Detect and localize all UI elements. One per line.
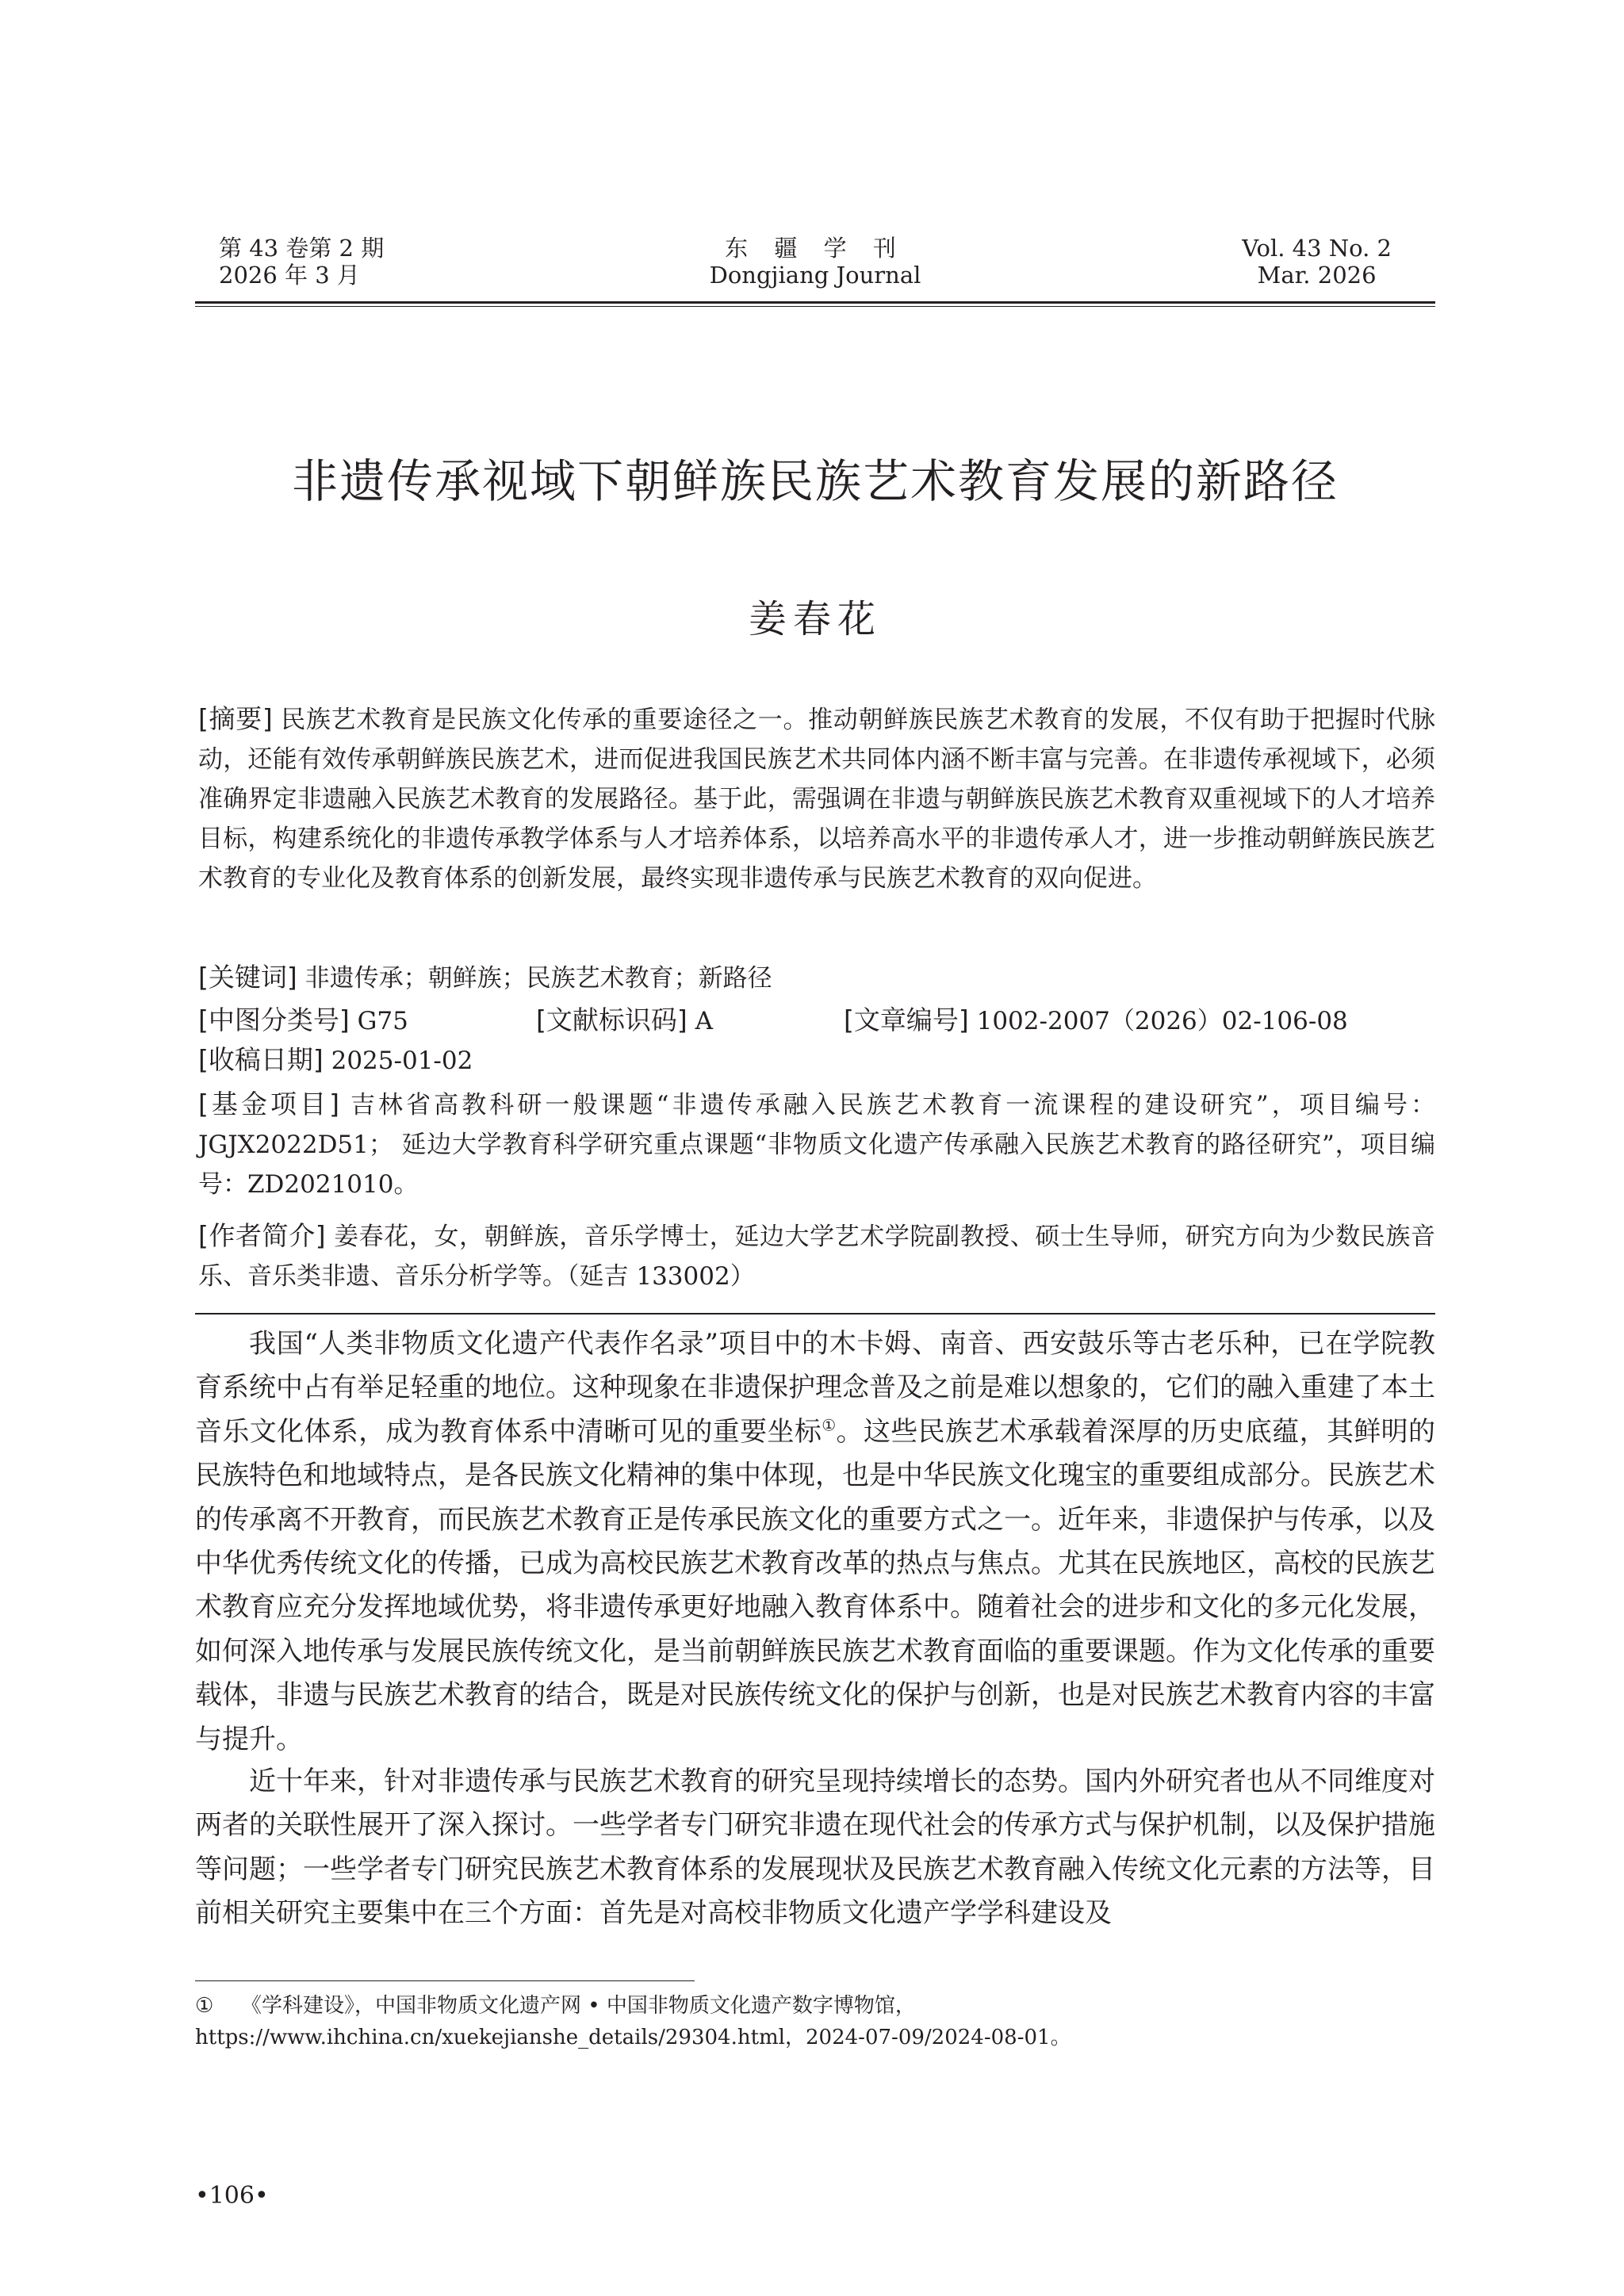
- footnote-rule: [195, 1980, 695, 1981]
- header-volume-en: Vol. 43 No. 2: [1242, 235, 1392, 262]
- bio-label: [作者简介]: [198, 1220, 326, 1251]
- document-code-value: A: [695, 1007, 713, 1035]
- paragraph-2-text: 近十年来，针对非遗传承与民族艺术教育的研究呈现持续增长的态势。国内外研究者也从不同维度对两者的关联性展开了深入探讨。一些学者专门研究非遗在现代社会的传承方式与保护机制，以及保护措施等问题；一些学者专门研究民族艺术教育体系的发展现状及民族艺术教育融入传统文化元素的方法等，目前相关研究主要集中在三个方面：首先是对高校非物质文化遗产学学科建设及: [195, 1766, 1435, 1930]
- header-journal-en: Dongjiang Journal: [709, 262, 921, 289]
- document-code: [536, 1001, 713, 1041]
- header-volume-issue: 第 43 卷第 2 期: [219, 235, 385, 262]
- running-header: [195, 232, 1435, 304]
- footnote: [195, 1990, 1435, 2053]
- article-number-label: [文章编号]: [844, 1004, 969, 1035]
- keywords: [198, 958, 1435, 998]
- fund-text: 吉林省高教科研一般课题“非遗传承融入民族艺术教育一流课程的建设研究”，项目编号：JGJX2022D51； 延边大学教育科学研究重点课题“非物质文化遗产传承融入民族艺术教育的路径研究”，项目编号：ZD2021010。: [198, 1091, 1436, 1199]
- clc-label: [中图分类号]: [198, 1004, 350, 1035]
- document-code-label: [文献标识码]: [536, 1004, 688, 1035]
- article-author: 姜春花: [748, 597, 882, 641]
- abstract-text: 民族艺术教育是民族文化传承的重要途径之一。推动朝鲜族民族艺术教育的发展，不仅有助于把握时代脉动，还能有效传承朝鲜族民族艺术，进而促进我国民族艺术共同体内涵不断丰富与完善。在非遗传承视域下，必须准确界定非遗融入民族艺术教育的发展路径。基于此，需强调在非遗与朝鲜族民族艺术教育双重视域下的人才培养目标，构建系统化的非遗传承教学体系与人才培养体系，以培养高水平的非遗传承人才，进一步推动朝鲜族民族艺术教育的专业化及教育体系的创新发展，最终实现非遗传承与民族艺术教育的双向促进。: [198, 706, 1435, 893]
- body-rule: [195, 1313, 1435, 1314]
- header-date-en: Mar. 2026: [1257, 262, 1377, 289]
- bio-text: 姜春花，女，朝鲜族，音乐学博士，延边大学艺术学院副教授、硕士生导师，研究方向为少数民族音乐、音乐类非遗、音乐分析学等。（延吉 133002）: [198, 1223, 1436, 1291]
- fund-project: [198, 1085, 1435, 1204]
- clc-value: G75: [357, 1007, 408, 1035]
- page-number: •106•: [195, 2182, 269, 2210]
- received-label: [收稿日期]: [198, 1044, 324, 1075]
- footnote-ref[interactable]: ①: [822, 1415, 837, 1435]
- clc-number: [198, 1001, 408, 1041]
- article-number: [844, 1001, 1348, 1041]
- article-number-value: 1002-2007（2026）02-106-08: [976, 1007, 1348, 1035]
- keywords-text: 非遗传承；朝鲜族；民族艺术教育；新路径: [304, 964, 772, 993]
- abstract-label: [摘要]: [198, 703, 273, 734]
- header-date: 2026 年 3 月: [219, 262, 360, 289]
- body-paragraph-1: [195, 1322, 1435, 1762]
- author-bio: [198, 1216, 1435, 1296]
- received-value: 2025-01-02: [331, 1047, 473, 1075]
- footnote-mark: ①: [195, 1994, 214, 2018]
- header-rule: [195, 306, 1435, 307]
- footnote-text: 《学科建设》，中国非物质文化遗产网 • 中国非物质文化遗产数字博物馆，https://www.ihchina.cn/xuekejianshe_details/29304.html，2024-07-09/2024-08-01。: [195, 1994, 1071, 2049]
- keywords-label: [关键词]: [198, 962, 297, 993]
- fund-label: [基金项目]: [198, 1089, 340, 1119]
- received-date: [198, 1040, 1435, 1081]
- body-paragraph-2: [195, 1760, 1435, 1936]
- article-title: 非遗传承视域下朝鲜族民族艺术教育发展的新路径: [291, 454, 1339, 508]
- paragraph-1-text-b: 。这些民族艺术承载着深厚的历史底蕴，其鲜明的民族特色和地域特点，是各民族文化精神的集中体现，也是中华民族文化瑰宝的重要组成部分。民族艺术的传承离不开教育，而民族艺术教育正是传承民族文化的重要方式之一。近年来，非遗保护与传承，以及中华优秀传统文化的传播，已成为高校民族艺术教育改革的热点与焦点。尤其在民族地区，高校的民族艺术教育应充分发挥地域优势，将非遗传承更好地融入教育体系中。随着社会的进步和文化的多元化发展，如何深入地传承与发展民族传统文化，是当前朝鲜族民族艺术教育面临的重要课题。作为文化传承的重要载体，非遗与民族艺术教育的结合，既是对民族传统文化的保护与创新，也是对民族艺术教育内容的丰富与提升。: [195, 1415, 1436, 1755]
- paragraph-1-text-a: 我国“人类非物质文化遗产代表作名录”项目中的木卡姆、南音、西安鼓乐等古老乐种，已在学院教育系统中占有举足轻重的地位。这种现象在非遗保护理念普及之前是难以想象的，它们的融入重建了本土音乐文化体系，成为教育体系中清晰可见的重要坐标: [195, 1328, 1435, 1448]
- abstract: [198, 699, 1435, 898]
- header-journal-cn: 东 疆 学 刊: [725, 235, 906, 262]
- header-issue-en: [1242, 235, 1392, 289]
